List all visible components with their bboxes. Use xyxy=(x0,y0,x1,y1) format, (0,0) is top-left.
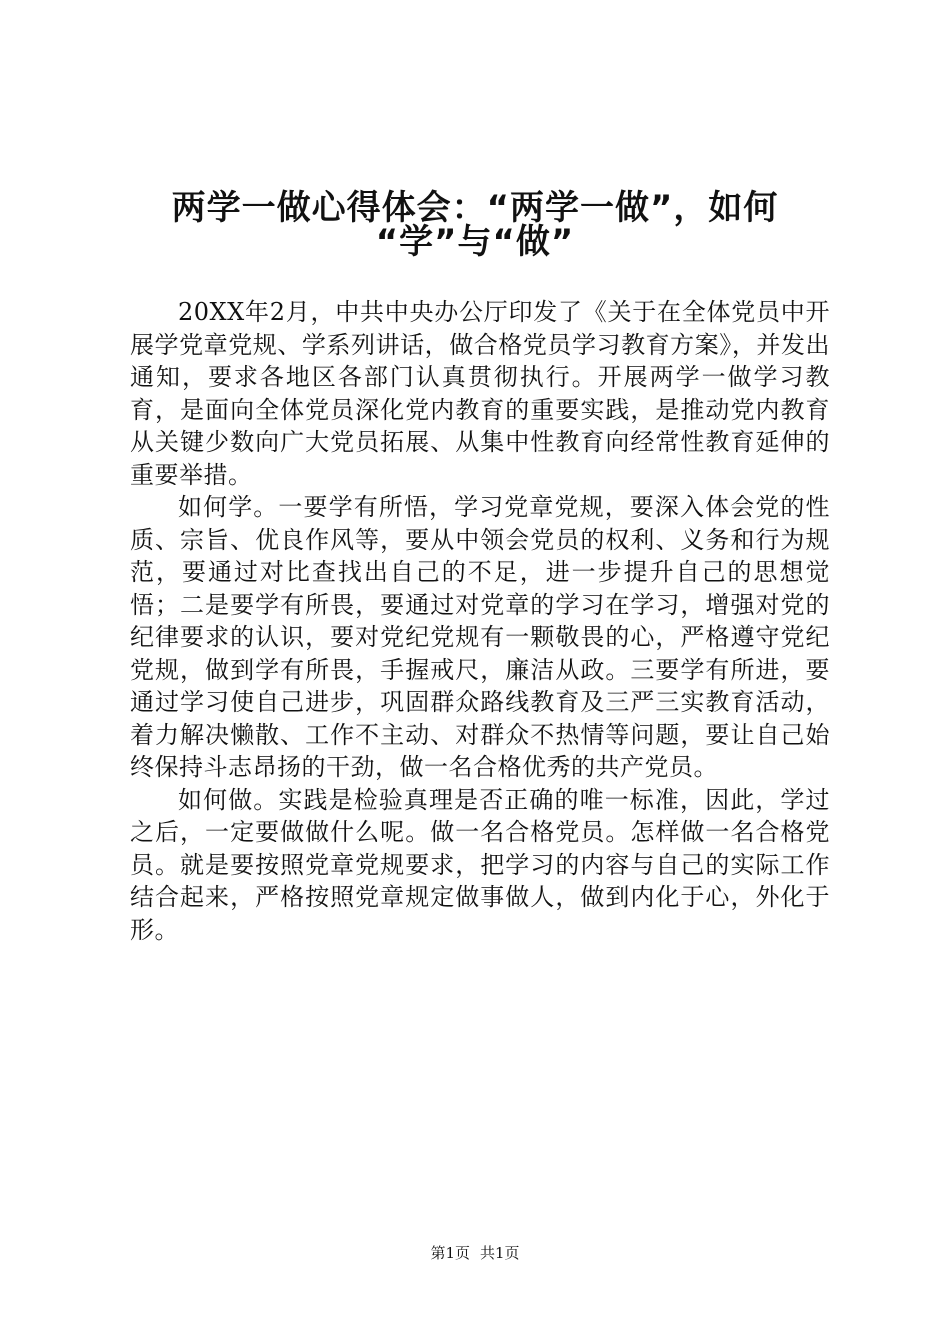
document-title-line-2: “学”与“做” xyxy=(375,222,575,262)
paragraph-intro: 20XX年2月，中共中央办公厅印发了《关于在全体党员中开展学党章党规、学系列讲话，做合格党员学习教育方案》，并发出通知，要求各地区各部门认真贯彻执行。开展两学一做学习教育，是面向全体党员深化党内教育的重要实践，是推动党内教育从关键少数向广大党员拓展、从集中性教育向经常性教育延伸的重要举措。 xyxy=(130,298,830,489)
paragraph-how-to-do: 如何做。实践是检验真理是否正确的唯一标准，因此，学过之后，一定要做做什么呢。做一名合格党员。怎样做一名合格党员。就是要按照党章党规要求，把学习的内容与自己的实际工作结合起来，严格按照党章规定做事做人，做到内化于心，外化于形。 xyxy=(130,785,830,944)
page-number: 第1页 xyxy=(430,1244,470,1262)
paragraph-how-to-learn: 如何学。一要学有所悟，学习党章党规，要深入体会党的性质、宗旨、优良作风等，要从中领会党员的权利、义务和行为规范，要通过对比查找出自己的不足，进一步提升自己的思想觉悟；二是要学有所畏，要通过对党章的学习在学习，增强对党的纪律要求的认识，要对党纪党规有一颗敬畏的心，严格遵守党纪党规，做到学有所畏，手握戒尺，廉洁从政。三要学有所进，要通过学习使自己进步，巩固群众路线教育及三严三实教育活动，着力解决懒散、工作不主动、对群众不热情等问题，要让自己始终保持斗志昂扬的干劲，做一名合格优秀的共产党员。 xyxy=(130,493,830,781)
page-footer xyxy=(0,1243,950,1263)
document-body xyxy=(130,296,830,946)
document-title-line-1: 两学一做心得体会：“两学一做”，如何 xyxy=(171,188,779,228)
page-total: 共1页 xyxy=(480,1244,520,1262)
